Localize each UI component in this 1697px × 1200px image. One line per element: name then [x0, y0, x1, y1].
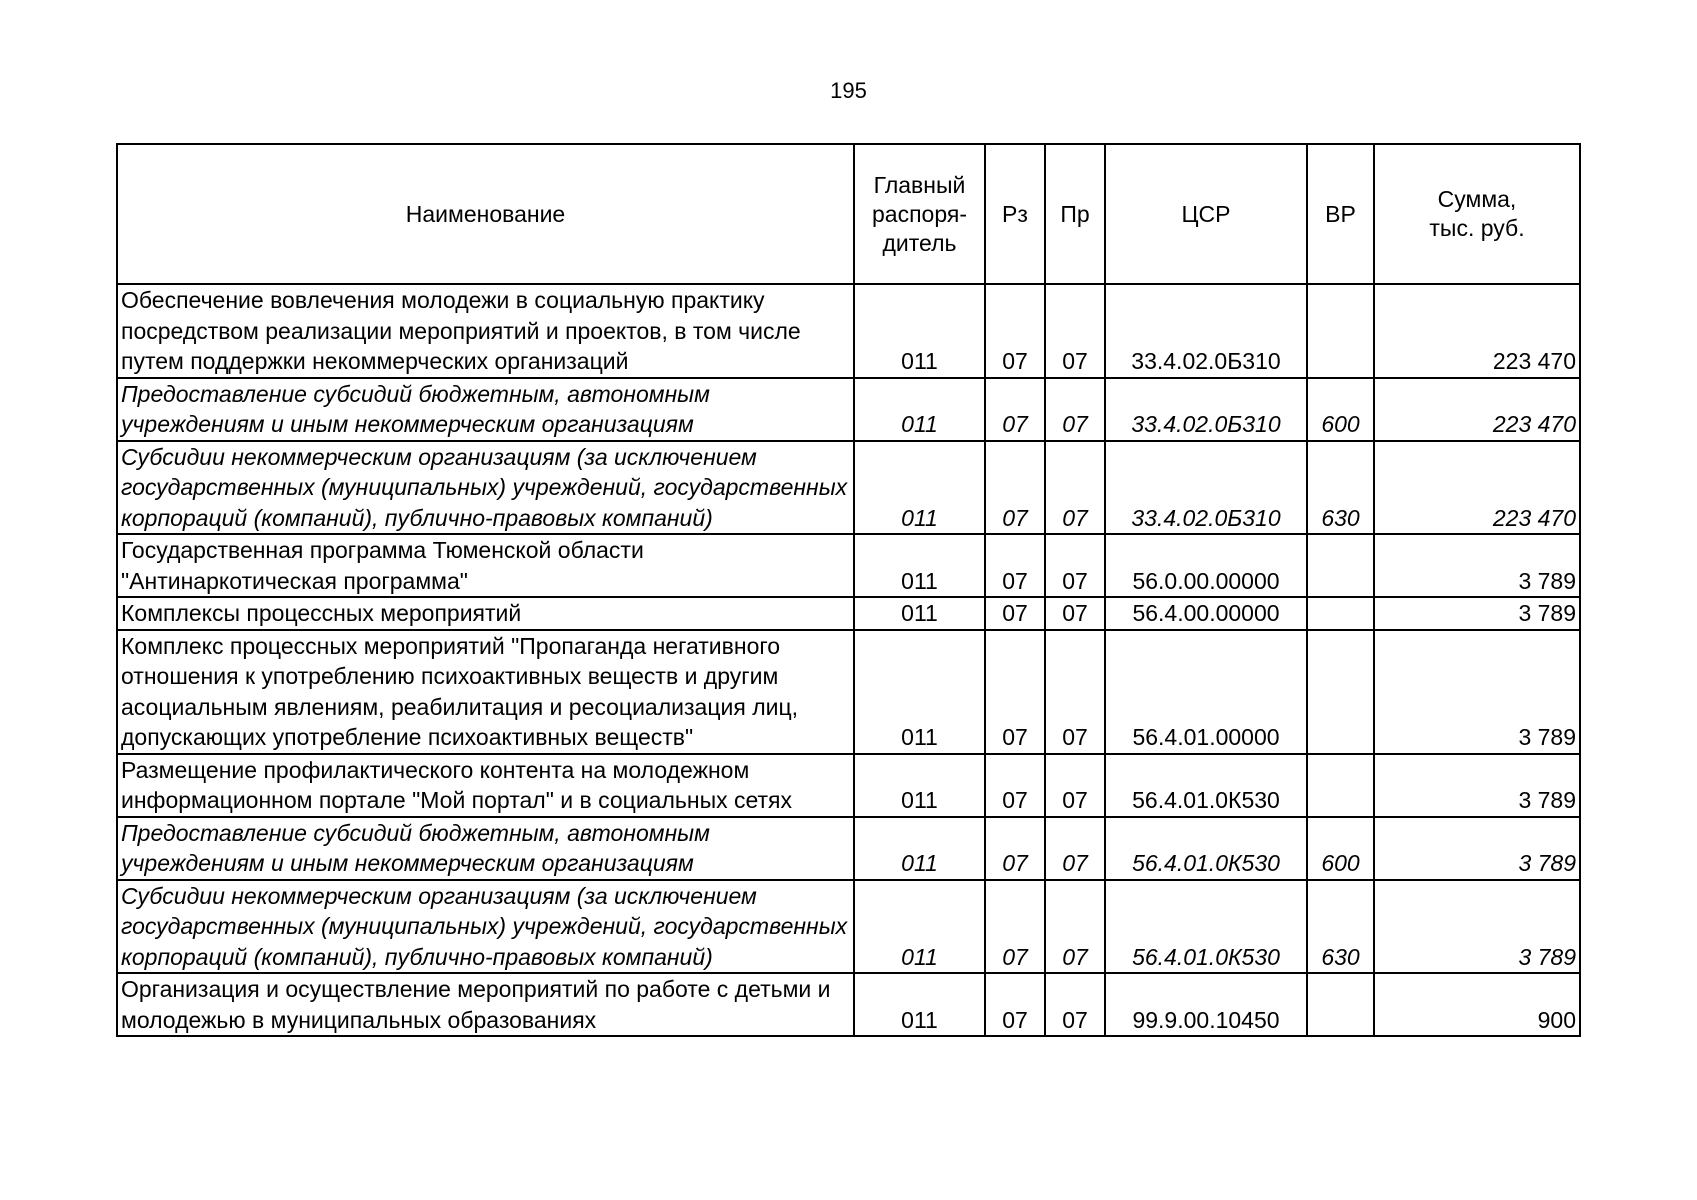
cell-name: Предоставление субсидий бюджетным, автономным учреждениям и иным некоммерческим организациям	[117, 378, 854, 441]
cell-sum: 3 789	[1374, 817, 1580, 880]
cell-manager: 011	[854, 754, 985, 817]
cell-pr: 07	[1045, 378, 1105, 441]
cell-rz: 07	[985, 817, 1045, 880]
cell-sum: 3 789	[1374, 534, 1580, 597]
header-vr: ВР	[1307, 144, 1374, 284]
cell-csr: 99.9.00.10450	[1105, 973, 1307, 1036]
table-row	[117, 597, 1580, 630]
cell-pr: 07	[1045, 534, 1105, 597]
table-header-row	[117, 144, 1580, 284]
cell-sum: 3 789	[1374, 597, 1580, 630]
cell-sum: 223 470	[1374, 378, 1580, 441]
table-row	[117, 817, 1580, 880]
page-number: 195	[830, 78, 867, 103]
cell-sum: 900	[1374, 973, 1580, 1036]
header-sum: Сумма, тыс. руб.	[1374, 144, 1580, 284]
cell-pr: 07	[1045, 597, 1105, 630]
cell-sum: 223 470	[1374, 441, 1580, 535]
cell-name: Комплекс процессных мероприятий "Пропаганда негативного отношения к употреблению психоактивных веществ и другим асоциальным явлениям, реабилитация и ресоциализация лиц, допускающих употребление психоактивных веществ"	[117, 630, 854, 754]
cell-name: Обеспечение вовлечения молодежи в социальную практику посредством реализации мероприятий и проектов, в том числе путем поддержки некоммерческих организаций	[117, 284, 854, 378]
cell-manager: 011	[854, 880, 985, 974]
cell-manager: 011	[854, 597, 985, 630]
cell-csr: 56.4.01.00000	[1105, 630, 1307, 754]
budget-table	[116, 143, 1581, 1037]
cell-sum: 223 470	[1374, 284, 1580, 378]
cell-rz: 07	[985, 378, 1045, 441]
cell-pr: 07	[1045, 880, 1105, 974]
table-row	[117, 630, 1580, 754]
cell-sum: 3 789	[1374, 880, 1580, 974]
cell-csr: 56.4.01.0К530	[1105, 817, 1307, 880]
cell-name: Размещение профилактического контента на молодежном информационном портале "Мой портал" и в социальных сетях	[117, 754, 854, 817]
cell-pr: 07	[1045, 630, 1105, 754]
table-row	[117, 441, 1580, 535]
table-row	[117, 973, 1580, 1036]
cell-manager: 011	[854, 973, 985, 1036]
cell-manager: 011	[854, 378, 985, 441]
cell-pr: 07	[1045, 441, 1105, 535]
cell-name: Предоставление субсидий бюджетным, автономным учреждениям и иным некоммерческим организациям	[117, 817, 854, 880]
cell-vr	[1307, 534, 1374, 597]
cell-name: Комплексы процессных мероприятий	[117, 597, 854, 630]
cell-sum: 3 789	[1374, 754, 1580, 817]
cell-rz: 07	[985, 534, 1045, 597]
cell-csr: 33.4.02.0Б310	[1105, 378, 1307, 441]
cell-name: Государственная программа Тюменской области "Антинаркотическая программа"	[117, 534, 854, 597]
table-row	[117, 378, 1580, 441]
cell-pr: 07	[1045, 284, 1105, 378]
cell-sum: 3 789	[1374, 630, 1580, 754]
header-csr: ЦСР	[1105, 144, 1307, 284]
cell-vr: 630	[1307, 880, 1374, 974]
cell-manager: 011	[854, 284, 985, 378]
cell-vr	[1307, 973, 1374, 1036]
cell-csr: 56.4.01.0К530	[1105, 754, 1307, 817]
cell-pr: 07	[1045, 817, 1105, 880]
cell-rz: 07	[985, 597, 1045, 630]
cell-name: Субсидии некоммерческим организациям (за исключением государственных (муниципальных) учреждений, государственных корпораций (компаний), публично-правовых компаний)	[117, 880, 854, 974]
cell-csr: 56.4.01.0К530	[1105, 880, 1307, 974]
cell-name: Субсидии некоммерческим организациям (за исключением государственных (муниципальных) учреждений, государственных корпораций (компаний), публично-правовых компаний)	[117, 441, 854, 535]
cell-vr	[1307, 630, 1374, 754]
cell-rz: 07	[985, 441, 1045, 535]
table-row	[117, 534, 1580, 597]
cell-vr	[1307, 754, 1374, 817]
cell-csr: 56.4.00.00000	[1105, 597, 1307, 630]
cell-vr	[1307, 284, 1374, 378]
cell-rz: 07	[985, 973, 1045, 1036]
cell-rz: 07	[985, 284, 1045, 378]
header-main-manager: Главный распоря- дитель	[854, 144, 985, 284]
cell-vr: 630	[1307, 441, 1374, 535]
cell-manager: 011	[854, 630, 985, 754]
cell-csr: 33.4.02.0Б310	[1105, 441, 1307, 535]
cell-csr: 56.0.00.00000	[1105, 534, 1307, 597]
cell-name: Организация и осуществление мероприятий по работе с детьми и молодежью в муниципальных образованиях	[117, 973, 854, 1036]
header-name: Наименование	[117, 144, 854, 284]
cell-manager: 011	[854, 817, 985, 880]
table-row	[117, 284, 1580, 378]
cell-csr: 33.4.02.0Б310	[1105, 284, 1307, 378]
table-row	[117, 754, 1580, 817]
cell-vr: 600	[1307, 817, 1374, 880]
cell-rz: 07	[985, 754, 1045, 817]
header-rz: Рз	[985, 144, 1045, 284]
cell-manager: 011	[854, 441, 985, 535]
cell-rz: 07	[985, 630, 1045, 754]
cell-manager: 011	[854, 534, 985, 597]
cell-rz: 07	[985, 880, 1045, 974]
cell-vr: 600	[1307, 378, 1374, 441]
table-row	[117, 880, 1580, 974]
cell-vr	[1307, 597, 1374, 630]
cell-pr: 07	[1045, 973, 1105, 1036]
cell-pr: 07	[1045, 754, 1105, 817]
header-pr: Пр	[1045, 144, 1105, 284]
